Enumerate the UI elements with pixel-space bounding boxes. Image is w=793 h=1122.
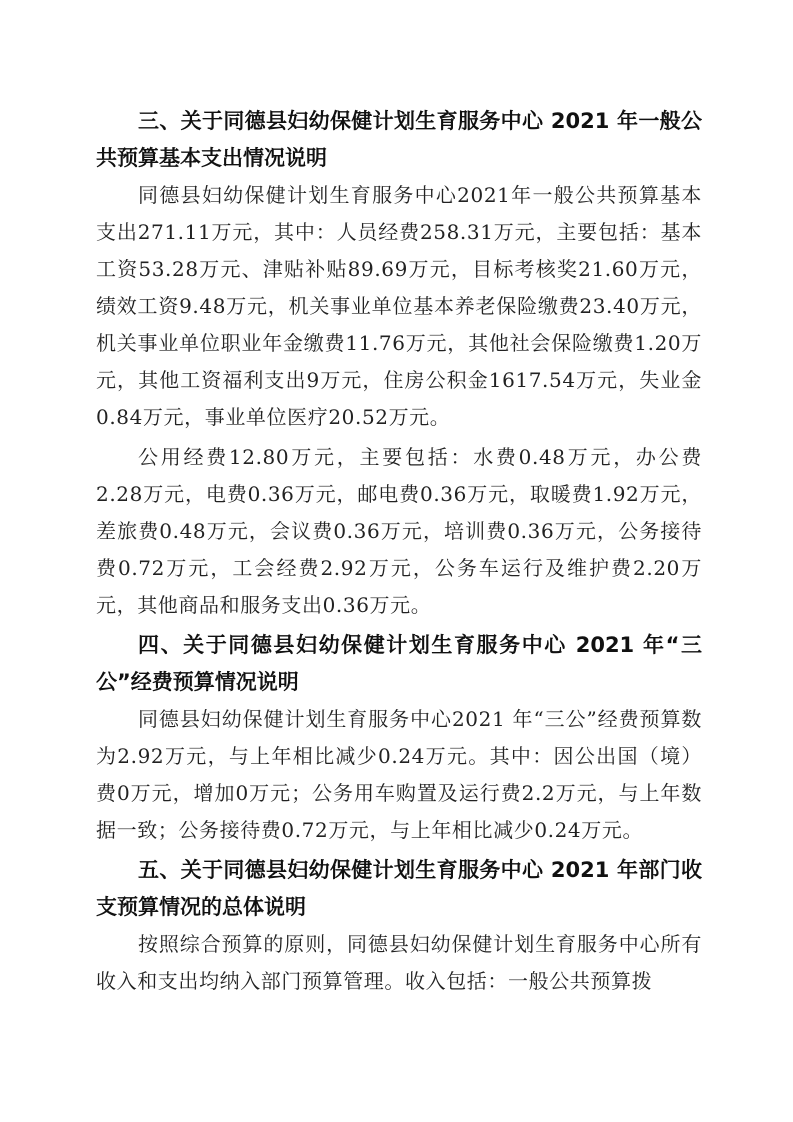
section-3-paragraph-personnel: 同德县妇幼保健计划生育服务中心2021年一般公共预算基本支出271.11万元，其中：人员经费258.31万元，主要包括：基本工资53.28万元、津贴补贴89.69万元，目标考核奖21.60万元，绩效工资9.48万元，机关事业单位基本养老保险缴费23.40万元，机关事业单位职业年金缴费11.76万元，其他社会保险缴费1.20万元，其他工资福利支出9万元，住房公积金1617.54万元，失业金0.84万元，事业单位医疗20.52万元。 xyxy=(96,183,702,429)
section-heading-4: 四、关于同德县妇幼保健计划生育服务中心 2021 年“三公”经费预算情况说明 xyxy=(96,633,702,694)
section-5-paragraph-overview: 按照综合预算的原则，同德县妇幼保健计划生育服务中心所有收入和支出均纳入部门预算管理。收入包括：一般公共预算拨 xyxy=(96,932,702,993)
document-body xyxy=(96,103,702,1000)
section-heading-3: 三、关于同德县妇幼保健计划生育服务中心 2021 年一般公共预算基本支出情况说明 xyxy=(96,109,702,170)
section-3-paragraph-public-funds: 公用经费12.80万元，主要包括：水费0.48万元，办公费2.28万元，电费0.36万元，邮电费0.36万元，取暖费1.92万元，差旅费0.48万元，会议费0.36万元，培训费0.36万元，公务接待费0.72万元，工会经费2.92万元，公务车运行及维护费2.20万元，其他商品和服务支出0.36万元。 xyxy=(96,445,702,617)
section-heading-5: 五、关于同德县妇幼保健计划生育服务中心 2021 年部门收支预算情况的总体说明 xyxy=(96,858,702,919)
section-4-paragraph-three-public: 同德县妇幼保健计划生育服务中心2021 年“三公”经费预算数为2.92万元，与上年相比减少0.24万元。其中：因公出国（境）费0万元，增加0万元；公务用车购置及运行费2.2万元，与上年数据一致；公务接待费0.72万元，与上年相比减少0.24万元。 xyxy=(96,707,702,842)
